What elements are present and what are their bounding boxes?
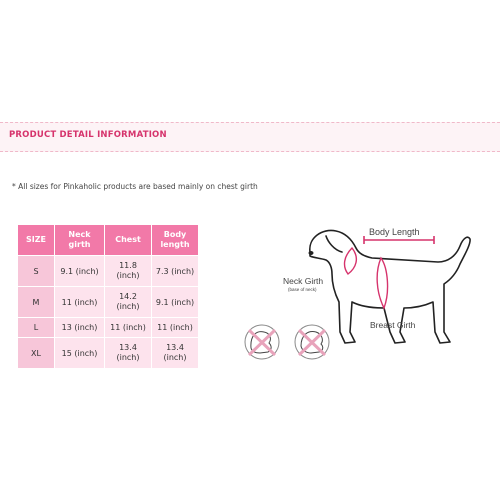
length-cell: 9.1 (inch) [152, 287, 199, 318]
header-body-length [152, 225, 199, 256]
header-size: SIZE [18, 225, 55, 256]
table-header-row [18, 225, 199, 256]
neck-cell: 13 (inch) [55, 318, 105, 338]
neck-cell: 11 (inch) [55, 287, 105, 318]
neck-cell: 9.1 (inch) [55, 256, 105, 287]
table-row [18, 256, 199, 287]
header-neck-girth-label: Neck girth [68, 230, 91, 249]
size-cell: XL [18, 338, 55, 369]
neck-cell: 15 (inch) [55, 338, 105, 369]
header-neck-girth [55, 225, 105, 256]
length-cell: 11 (inch) [152, 318, 199, 338]
chest-cell [105, 256, 152, 287]
body-length-label: Body Length [369, 227, 420, 237]
length-cell-value: 13.4 (inch) [163, 343, 187, 362]
size-cell: L [18, 318, 55, 338]
table-row [18, 287, 199, 318]
neck-girth-sublabel: (base of neck) [288, 287, 317, 292]
wrong-measure-icon [245, 325, 279, 359]
size-table [17, 224, 199, 369]
dog-nose [309, 251, 314, 255]
chest-cell-value: 14.2 (inch) [116, 292, 140, 311]
chest-cell [105, 338, 152, 369]
chest-cell: 11 (inch) [105, 318, 152, 338]
chest-cell-value: 13.4 (inch) [116, 343, 140, 362]
size-cell: M [18, 287, 55, 318]
wrong-measure-icon [295, 325, 329, 359]
table-row [18, 318, 199, 338]
body-length-marker [364, 236, 434, 244]
dog-measurement-diagram [238, 222, 478, 372]
section-header [0, 122, 500, 152]
breast-girth-label: Breast Girth [370, 320, 416, 330]
length-cell: 7.3 (inch) [152, 256, 199, 287]
chest-cell-value: 11.8 (inch) [116, 261, 140, 280]
chest-cell [105, 287, 152, 318]
header-body-length-label: Body length [160, 230, 190, 249]
header-chest: Chest [105, 225, 152, 256]
size-cell: S [18, 256, 55, 287]
neck-girth-label: Neck Girth [283, 276, 324, 286]
table-row [18, 338, 199, 369]
length-cell [152, 338, 199, 369]
section-title: PRODUCT DETAIL INFORMATION [9, 130, 167, 140]
sizing-note: * All sizes for Pinkaholic products are based mainly on chest girth [12, 182, 258, 191]
